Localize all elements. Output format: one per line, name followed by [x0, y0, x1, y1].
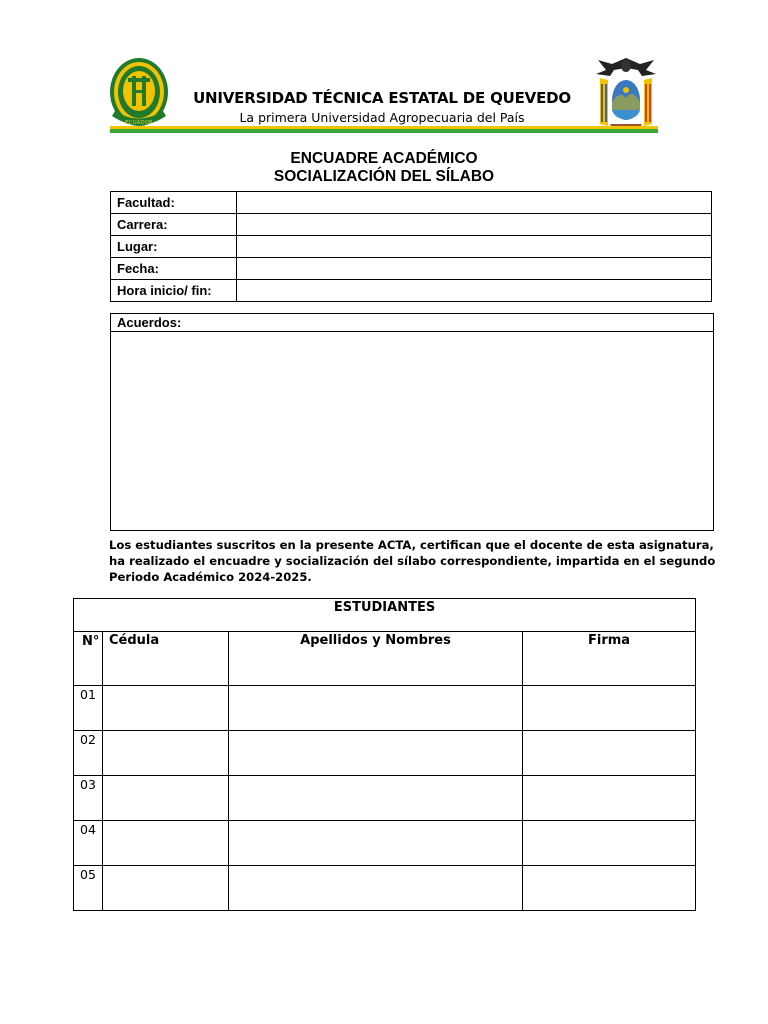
hora-field[interactable]	[237, 280, 712, 302]
facultad-field[interactable]	[237, 192, 712, 214]
table-row	[74, 821, 696, 866]
row-number: 02	[74, 731, 103, 776]
row-number: 01	[74, 686, 103, 731]
names-cell[interactable]	[229, 776, 523, 821]
university-name: UNIVERSIDAD TÉCNICA ESTATAL DE QUEVEDO	[193, 89, 571, 107]
fecha-label: Fecha:	[111, 258, 237, 280]
svg-text:1976: 1976	[133, 111, 145, 116]
info-row-facultad	[111, 192, 712, 214]
table-row	[74, 686, 696, 731]
carrera-label: Carrera:	[111, 214, 237, 236]
table-row	[74, 776, 696, 821]
signature-cell[interactable]	[523, 776, 696, 821]
cedula-cell[interactable]	[103, 686, 229, 731]
certification-line1: Los estudiantes suscritos en la presente ACTA, certifican que el docente de esta asignatura,	[109, 538, 714, 552]
names-cell[interactable]	[229, 686, 523, 731]
info-row-fecha	[111, 258, 712, 280]
document-title-line2: SOCIALIZACIÓN DEL SÍLABO	[273, 168, 495, 185]
signature-cell[interactable]	[523, 866, 696, 911]
svg-text:ECUADOR: ECUADOR	[125, 120, 153, 126]
certification-text	[109, 537, 716, 585]
info-table	[110, 191, 712, 302]
row-number: 04	[74, 821, 103, 866]
row-number: 03	[74, 776, 103, 821]
hora-label: Hora inicio/ fin:	[111, 280, 237, 302]
certification-line3: Periodo Académico 2024-2025.	[109, 570, 312, 584]
document-title	[180, 150, 588, 186]
facultad-label: Facultad:	[111, 192, 237, 214]
names-cell[interactable]	[229, 821, 523, 866]
names-cell[interactable]	[229, 866, 523, 911]
cedula-cell[interactable]	[103, 866, 229, 911]
column-header-names: Apellidos y Nombres	[229, 632, 523, 686]
university-motto: La primera Universidad Agropecuaria del País	[239, 110, 525, 125]
table-row	[74, 866, 696, 911]
column-header-number: N°	[74, 632, 103, 686]
info-row-lugar	[111, 236, 712, 258]
acuerdos-label: Acuerdos:	[111, 314, 713, 332]
signature-cell[interactable]	[523, 731, 696, 776]
lugar-label: Lugar:	[111, 236, 237, 258]
acuerdos-box	[110, 313, 714, 531]
acuerdos-field[interactable]	[111, 332, 713, 529]
fecha-field[interactable]	[237, 258, 712, 280]
cedula-cell[interactable]	[103, 731, 229, 776]
lugar-field[interactable]	[237, 236, 712, 258]
names-cell[interactable]	[229, 731, 523, 776]
row-number: 05	[74, 866, 103, 911]
cedula-cell[interactable]	[103, 776, 229, 821]
info-row-hora	[111, 280, 712, 302]
university-seal-logo	[108, 54, 170, 130]
students-title: ESTUDIANTES	[74, 599, 696, 632]
carrera-field[interactable]	[237, 214, 712, 236]
info-row-carrera	[111, 214, 712, 236]
table-row	[74, 731, 696, 776]
cedula-cell[interactable]	[103, 821, 229, 866]
signature-cell[interactable]	[523, 821, 696, 866]
students-table	[73, 598, 696, 911]
coat-of-arms-logo	[594, 54, 658, 130]
signature-cell[interactable]	[523, 686, 696, 731]
column-header-cedula: Cédula	[103, 632, 229, 686]
certification-line2: ha realizado el encuadre y socialización del sílabo correspondiente, impartida en el segundo	[109, 554, 716, 568]
students-header-row	[74, 632, 696, 686]
header-band-green	[110, 129, 658, 133]
students-title-row	[74, 599, 696, 632]
document-title-line1: ENCUADRE ACADÉMICO	[290, 150, 478, 167]
column-header-signature: Firma	[523, 632, 696, 686]
